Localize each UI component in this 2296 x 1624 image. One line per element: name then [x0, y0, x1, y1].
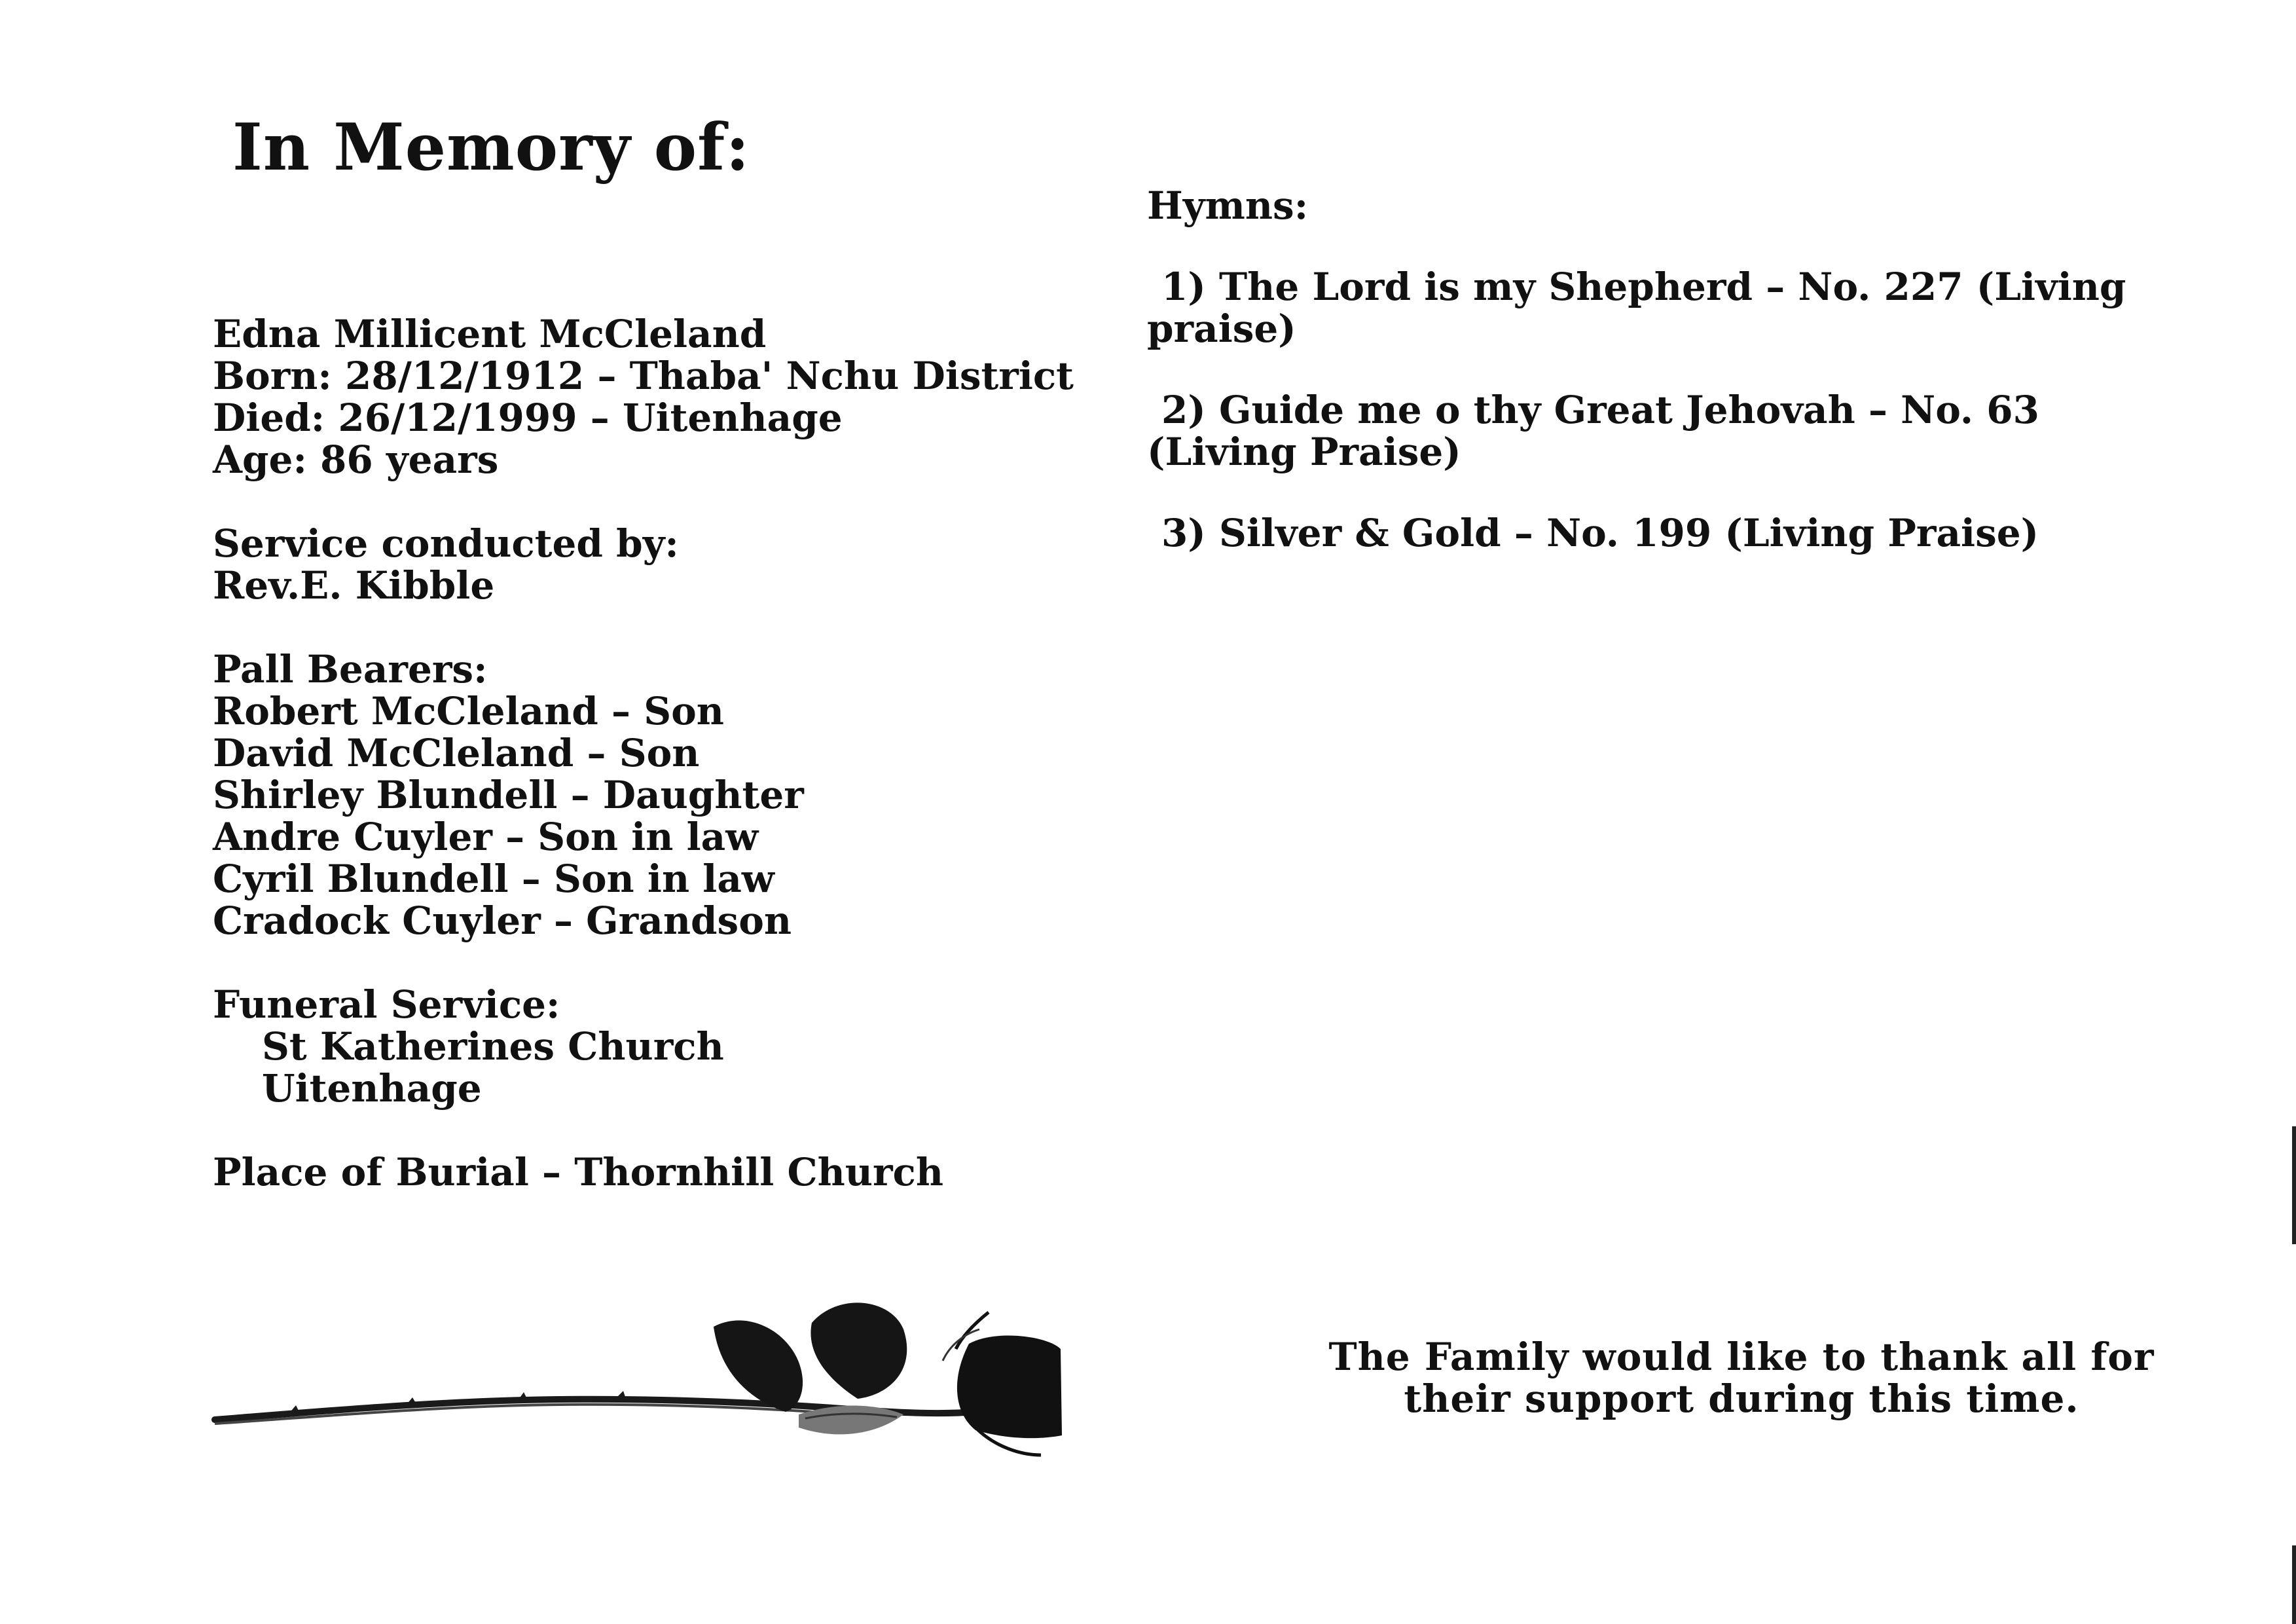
hymn-number: 1): [1161, 265, 1206, 309]
died-info: Died: 26/12/1999 – Uitenhage: [213, 396, 843, 440]
hymns-column: [1147, 185, 2195, 554]
deceased-name: Edna Millicent McCleland: [213, 312, 767, 356]
hymn-number: 2): [1161, 388, 1206, 432]
funeral-service-label: Funeral Service:: [213, 982, 560, 1027]
hymns-label: Hymns:: [1147, 183, 1309, 228]
hymn-text: Guide me o thy Great Jehovah – No. 63 (Living Praise): [1147, 388, 2039, 474]
thank-you-line: their support during this time.: [1404, 1376, 2079, 1421]
thank-you-line: The Family would like to thank all for: [1328, 1335, 2155, 1379]
hymn-item: [1147, 389, 2195, 473]
funeral-town: Uitenhage: [262, 1066, 482, 1111]
hymn-number: 3): [1161, 511, 1206, 555]
scan-edge-mark: [2292, 1545, 2296, 1624]
service-minister: Rev.E. Kibble: [213, 563, 495, 608]
pall-bearer-item: Andre Cuyler – Son in law: [213, 815, 759, 859]
pall-bearer-item: Cyril Blundell – Son in law: [213, 857, 774, 901]
age-info: Age: 86 years: [213, 437, 499, 482]
hymn-text: The Lord is my Shepherd – No. 227 (Living praise): [1147, 265, 2126, 351]
pall-bearers-label: Pall Bearers:: [213, 647, 488, 692]
pall-bearer-item: Shirley Blundell – Daughter: [213, 773, 804, 817]
details-column: [213, 313, 1129, 1193]
hymn-item: [1147, 512, 2195, 554]
hymn-text: Silver & Gold – No. 199 (Living Praise): [1219, 511, 2039, 555]
thank-you-message: [1192, 1336, 2291, 1420]
page-title: In Memory of:: [232, 110, 750, 185]
born-info: Born: 28/12/1912 – Thaba' Nchu District: [213, 354, 1074, 398]
scan-edge-mark: [2292, 1126, 2296, 1244]
pall-bearer-item: David McCleland – Son: [213, 731, 700, 775]
rose-icon: [210, 1283, 1074, 1460]
service-label: Service conducted by:: [213, 521, 679, 566]
funeral-church: St Katherines Church: [262, 1024, 724, 1069]
pall-bearer-item: Cradock Cuyler – Grandson: [213, 898, 792, 943]
pall-bearer-item: Robert McCleland – Son: [213, 689, 724, 733]
burial-info: Place of Burial – Thornhill Church: [213, 1150, 943, 1194]
hymn-item: [1147, 266, 2195, 350]
